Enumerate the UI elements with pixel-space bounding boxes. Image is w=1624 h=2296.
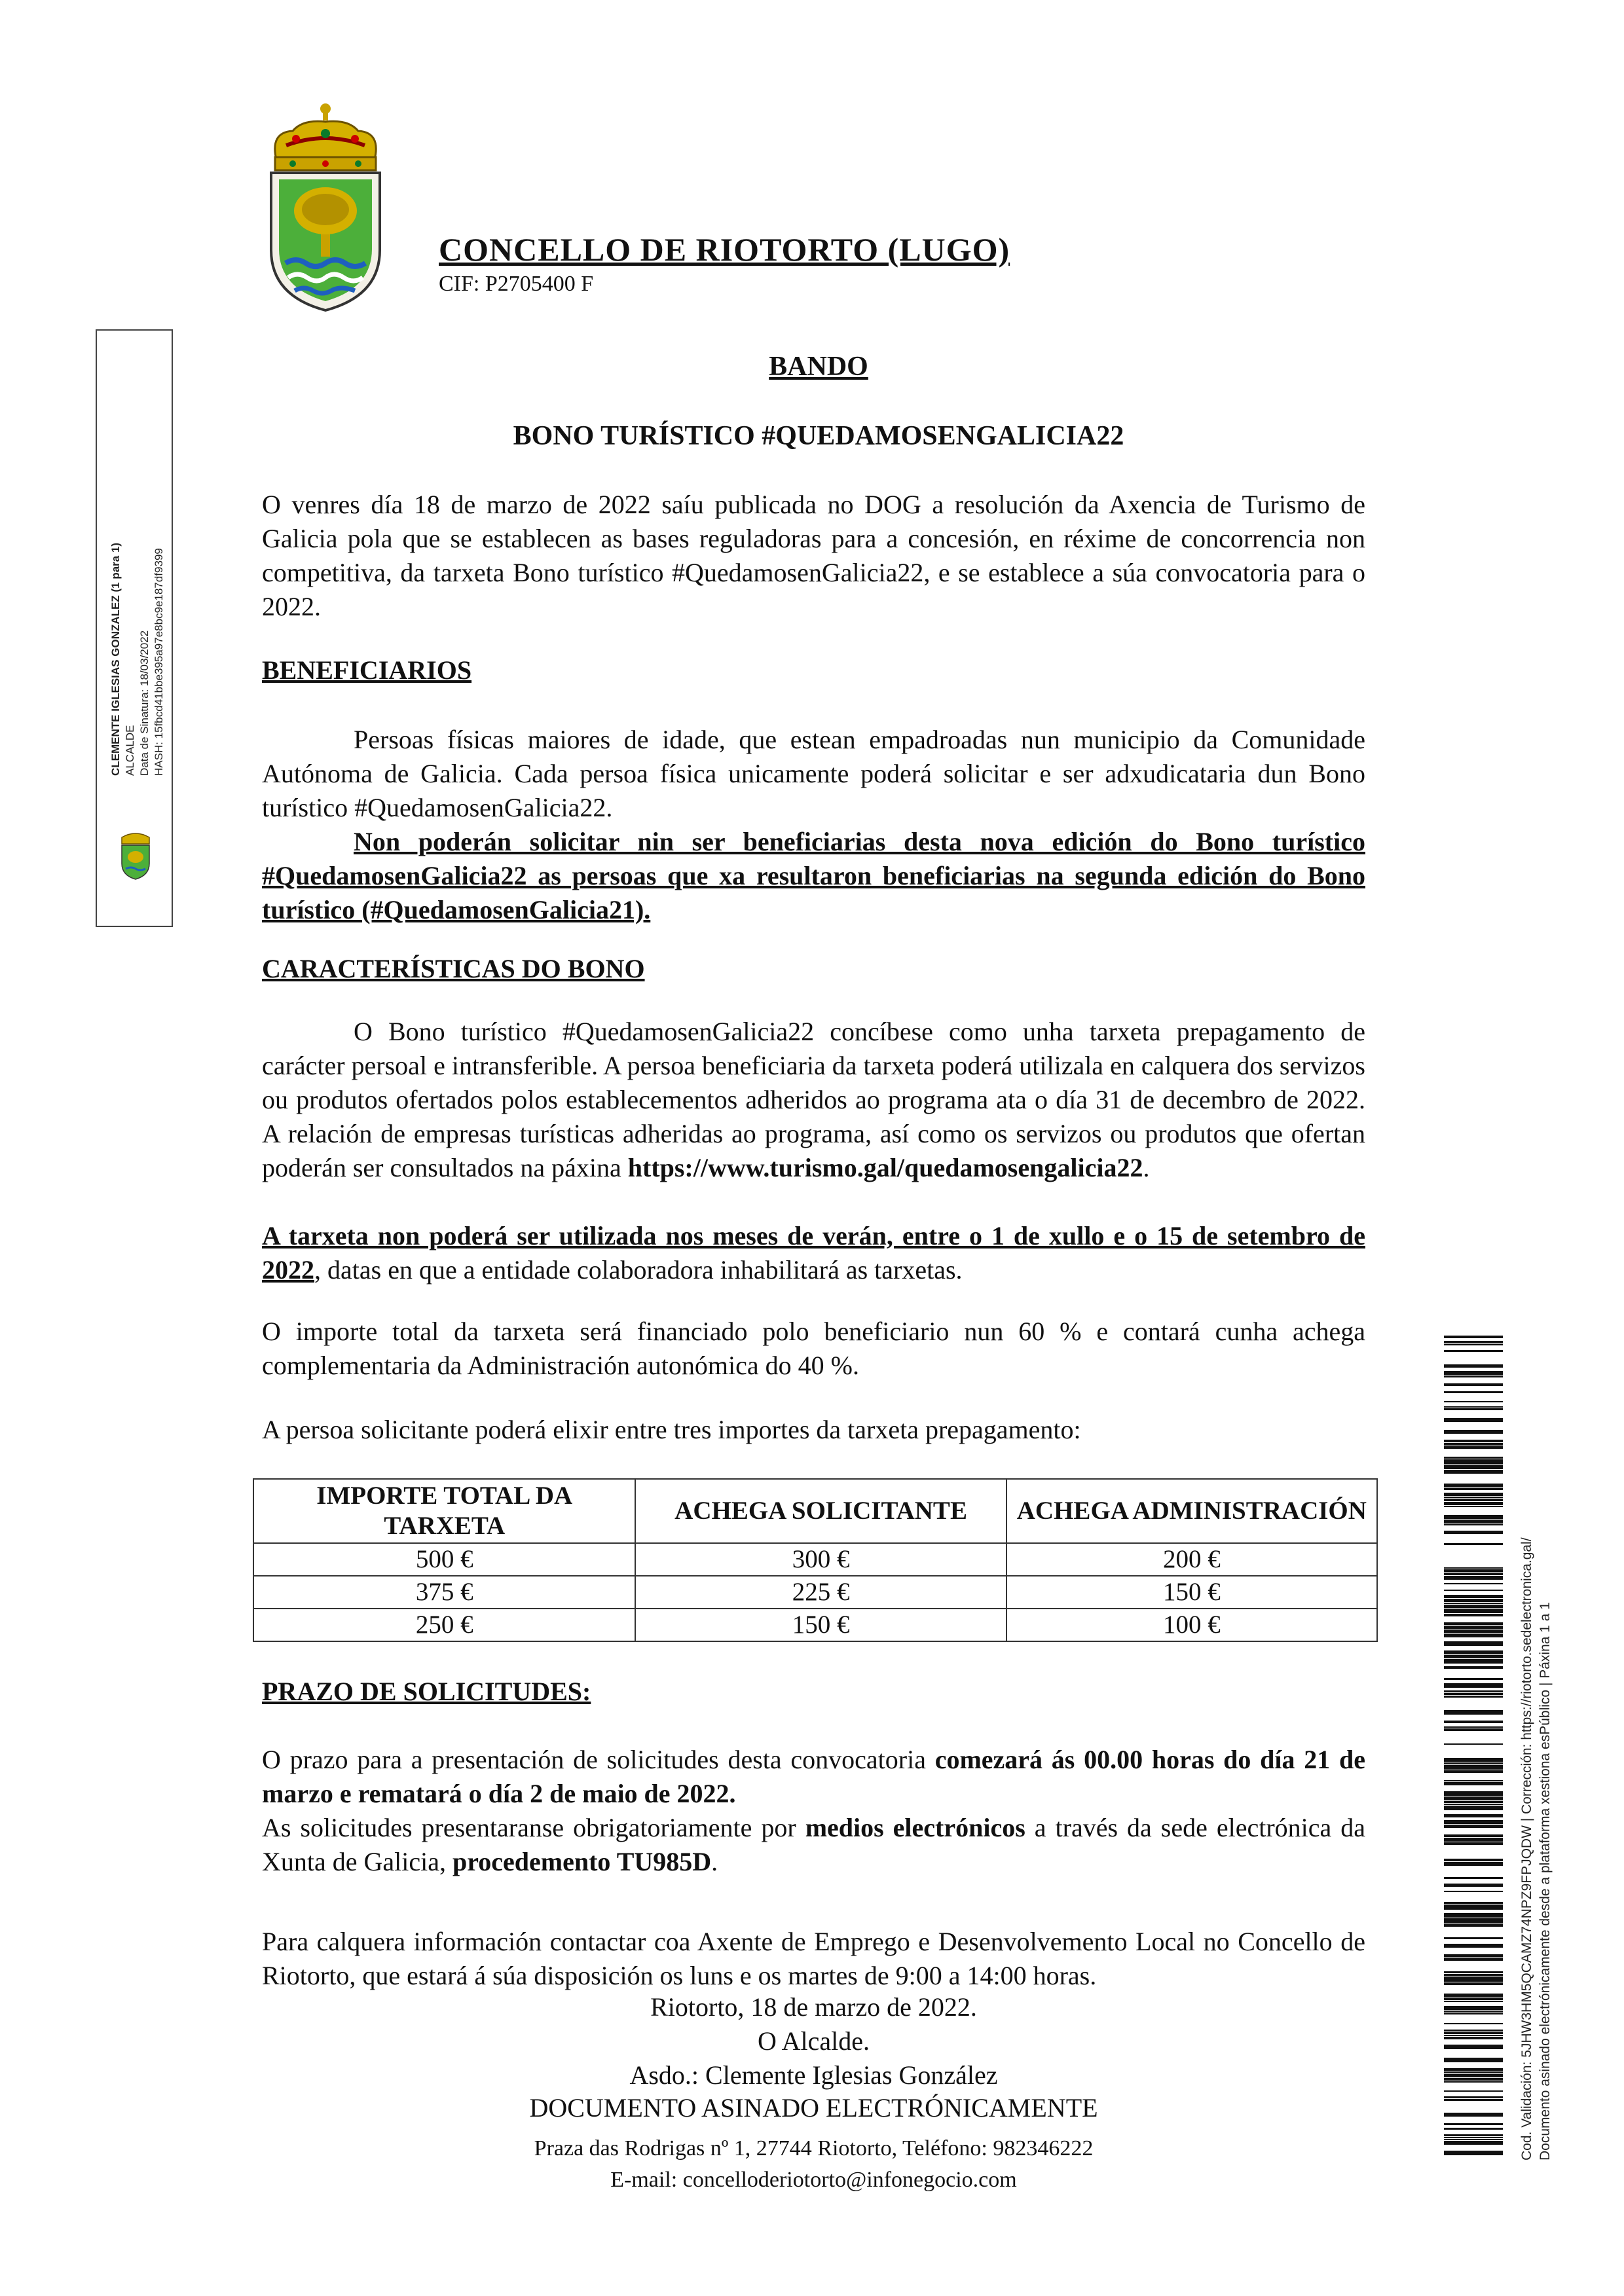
barcode-bar bbox=[1444, 1923, 1503, 1927]
validation-code: Cod. Validación: 5JHW3HM5QCAMZ74NPZ9FPJQDW | Corrección: https://riotorto.sedelectronica.gal/ bbox=[1519, 1537, 1534, 2160]
stamp-seal-icon bbox=[117, 828, 155, 881]
barcode-bar bbox=[1444, 1520, 1503, 1523]
barcode-bar bbox=[1444, 1683, 1503, 1688]
barcode-bar bbox=[1444, 1891, 1503, 1892]
barcode-bar bbox=[1444, 2013, 1503, 2014]
barcode-bar bbox=[1444, 1605, 1503, 1608]
barcode-bar bbox=[1444, 1622, 1503, 1625]
barcode-bar bbox=[1444, 1710, 1503, 1715]
prazo-text-e: . bbox=[711, 1847, 718, 1876]
caracteristicas-heading: CARACTERÍSTICAS DO BONO bbox=[262, 954, 645, 983]
barcode-bar bbox=[1444, 2134, 1503, 2136]
intro-paragraph: O venres día 18 de marzo de 2022 saíu publicada no DOG a resolución da Axencia de Turismo de Galicia pola que se establecen as bases reguladoras para a concesión, en réxime de concorrencia non competitiva, da tarxeta Bono turístico #QuedamosenGalicia22, e se establece a súa convocatoria para o 2022. bbox=[262, 490, 1365, 621]
barcode-bar bbox=[1444, 2011, 1503, 2013]
barcode-bar bbox=[1444, 2090, 1503, 2092]
barcode-bar bbox=[1444, 2030, 1503, 2031]
barcode-bar bbox=[1444, 1543, 1503, 1545]
barcode-bar bbox=[1444, 1743, 1503, 1745]
barcode-bar bbox=[1444, 1918, 1503, 1923]
barcode-bar bbox=[1444, 1678, 1503, 1680]
table-cell: 300 € bbox=[635, 1543, 1006, 1576]
table-row bbox=[253, 1576, 1377, 1609]
table-header-cell: ACHEGA SOLICITANTE bbox=[635, 1479, 1006, 1543]
beneficiarios-text bbox=[262, 723, 1365, 825]
table-cell: 500 € bbox=[253, 1543, 635, 1576]
table-row bbox=[253, 1609, 1377, 1641]
prazo-procedemento: procedemento TU985D bbox=[452, 1847, 712, 1876]
table-cell: 150 € bbox=[635, 1609, 1006, 1641]
barcode-bar bbox=[1444, 1770, 1503, 1773]
barcode-bar bbox=[1444, 1408, 1503, 1410]
financing-paragraph: O importe total da tarxeta será financiado polo beneficiario nun 60 % e contará cunha achega complementaria da Administración autonómica do 40 %. bbox=[262, 1317, 1365, 1380]
coat-of-arms-logo bbox=[257, 100, 394, 316]
barcode-bar bbox=[1444, 1902, 1503, 1904]
table-header-cell: ACHEGA ADMINISTRACIÓN bbox=[1006, 1479, 1377, 1543]
table-header-cell: IMPORTE TOTAL DA TARXETA bbox=[253, 1479, 635, 1543]
barcode-bar bbox=[1444, 1515, 1503, 1519]
barcode-bar bbox=[1444, 1383, 1503, 1386]
barcode-bar bbox=[1444, 1499, 1503, 1501]
barcode-bar bbox=[1444, 1459, 1503, 1464]
stamp-hash: HASH: 15fbcd41bbe395a97e8bc9e187df9399 bbox=[153, 548, 165, 776]
caracteristicas-warning bbox=[262, 1219, 1365, 1287]
barcode-bar bbox=[1444, 1728, 1503, 1731]
barcode-bar bbox=[1444, 2071, 1503, 2073]
barcode-bar bbox=[1444, 1696, 1503, 1698]
importes-table bbox=[253, 1478, 1378, 1642]
prazo-paragraph-1 bbox=[262, 1743, 1365, 1811]
barcode-bar bbox=[1444, 1690, 1503, 1692]
prazo-text: O prazo para a presentación de solicitudes desta convocatoria bbox=[262, 1745, 935, 1774]
barcode-bar bbox=[1444, 1842, 1503, 1845]
barcode-bar bbox=[1444, 1838, 1503, 1842]
barcode-bar bbox=[1444, 1834, 1503, 1837]
table-cell: 100 € bbox=[1006, 1609, 1377, 1641]
prazo-text-c: a través da sede electrónica da Xunta de Galicia, bbox=[262, 1813, 1365, 1876]
barcode-bar bbox=[1444, 2113, 1503, 2117]
barcode-bar bbox=[1444, 2023, 1503, 2024]
barcode-bar bbox=[1444, 1430, 1503, 1434]
barcode-bar bbox=[1444, 1599, 1503, 1602]
barcode-bar bbox=[1444, 1971, 1503, 1973]
signature-stamp bbox=[96, 329, 173, 927]
caracteristicas-body: O Bono turístico #QuedamosenGalicia22 concíbese como unha tarxeta prepagamento de carácter persoal e intransferible. A persoa beneficiaria da tarxeta poderá utilizala en calquera dos servizos ou produtos ofertados polos establecementos adheridos ao programa ata o día 31 de decembro de 2022. A relación de empresas turísticas adheridas ao programa, así como os servizos ou produtos que ofertan poderán ser consultados na páxina bbox=[262, 1017, 1365, 1182]
barcode-bar bbox=[1444, 1782, 1503, 1785]
barcode-bar bbox=[1444, 1780, 1503, 1781]
barcode-bar bbox=[1444, 1506, 1503, 1507]
validation-barcode bbox=[1444, 1336, 1503, 2157]
closing-place-date: Riotorto, 18 de marzo de 2022. bbox=[650, 1992, 977, 2022]
barcode-bar bbox=[1444, 1418, 1503, 1422]
url-end: . bbox=[1143, 1153, 1150, 1182]
barcode-bar bbox=[1444, 1609, 1503, 1613]
table-cell: 225 € bbox=[635, 1576, 1006, 1609]
stamp-date: Data de Sinatura: 18/03/2022 bbox=[138, 630, 151, 776]
choice-paragraph: A persoa solicitante poderá elixir entre tres importes da tarxeta prepagamento: bbox=[262, 1415, 1081, 1444]
table-header-row bbox=[253, 1479, 1377, 1543]
barcode-bar bbox=[1444, 1626, 1503, 1630]
barcode-bar bbox=[1444, 1859, 1503, 1861]
caracteristicas-text bbox=[262, 1015, 1365, 1185]
barcode-bar bbox=[1444, 1440, 1503, 1442]
prazo-paragraph-2 bbox=[262, 1811, 1365, 1879]
barcode-bar bbox=[1444, 1371, 1503, 1376]
barcode-bar bbox=[1444, 2035, 1503, 2036]
table-cell: 200 € bbox=[1006, 1543, 1377, 1576]
barcode-bar bbox=[1444, 1493, 1503, 1496]
barcode-bar bbox=[1444, 1726, 1503, 1728]
barcode-bar bbox=[1444, 1341, 1503, 1343]
turismo-url-link[interactable]: https://www.turismo.gal/quedamosengalicia22 bbox=[627, 1153, 1143, 1182]
barcode-bar bbox=[1444, 1954, 1503, 1957]
barcode-bar bbox=[1444, 1391, 1503, 1393]
barcode-bar bbox=[1444, 1974, 1503, 1977]
signature-stamp-text bbox=[109, 187, 166, 776]
footer-email: E-mail: concelloderiotorto@infonegocio.com bbox=[610, 2168, 1017, 2192]
beneficiarios-heading: BENEFICIARIOS bbox=[262, 655, 472, 685]
barcode-bar bbox=[1444, 1630, 1503, 1633]
validation-text bbox=[1518, 1309, 1555, 2160]
barcode-bar bbox=[1444, 1982, 1503, 1985]
barcode-bar bbox=[1444, 2032, 1503, 2034]
barcode-bar bbox=[1444, 2096, 1503, 2098]
barcode-bar bbox=[1444, 1573, 1503, 1575]
organization-title: CONCELLO DE RIOTORTO (LUGO) bbox=[439, 231, 1010, 268]
stamp-signer: CLEMENTE IGLESIAS GONZALEZ (1 para 1) bbox=[109, 542, 122, 776]
barcode-bar bbox=[1444, 1659, 1503, 1664]
barcode-bar bbox=[1444, 1796, 1503, 1800]
barcode-bar bbox=[1444, 2058, 1503, 2062]
barcode-bar bbox=[1444, 1406, 1503, 1408]
stamp-role: ALCALDE bbox=[124, 725, 136, 776]
barcode-bar bbox=[1444, 1336, 1503, 1338]
barcode-bar bbox=[1444, 1765, 1503, 1770]
contact-paragraph: Para calquera información contactar coa Axente de Emprego e Desenvolvemento Local no Concello de Riotorto, que estará á súa disposición os luns e os martes de 9:00 a 14:00 horas. bbox=[262, 1927, 1365, 1990]
organization-cif: CIF: P2705400 F bbox=[439, 272, 594, 296]
closing-role: O Alcalde. bbox=[757, 2026, 870, 2056]
bono-title: BONO TURÍSTICO #QUEDAMOSENGALICIA22 bbox=[513, 421, 1124, 451]
prazo-text-a: As solicitudes presentaranse obrigatoriamente por bbox=[262, 1813, 805, 1842]
barcode-bar bbox=[1444, 1905, 1503, 1910]
barcode-bar bbox=[1444, 1488, 1503, 1490]
barcode-bar bbox=[1444, 1401, 1503, 1402]
barcode-bar bbox=[1444, 2045, 1503, 2049]
barcode-bar bbox=[1444, 1862, 1503, 1866]
footer-address: Praza das Rodrigas nº 1, 27744 Riotorto, Teléfono: 982346222 bbox=[534, 2136, 1094, 2160]
bando-title: BANDO bbox=[769, 352, 868, 382]
barcode-bar bbox=[1444, 1801, 1503, 1803]
barcode-bar bbox=[1444, 1693, 1503, 1695]
barcode-bar bbox=[1444, 2137, 1503, 2138]
barcode-bar bbox=[1444, 1443, 1503, 1446]
barcode-bar bbox=[1444, 1804, 1503, 1805]
barcode-bar bbox=[1444, 1603, 1503, 1604]
barcode-bar bbox=[1444, 1758, 1503, 1762]
barcode-bar bbox=[1444, 1614, 1503, 1616]
barcode-bar bbox=[1444, 1877, 1503, 1879]
barcode-bar bbox=[1444, 1523, 1503, 1525]
barcode-bar bbox=[1444, 1446, 1503, 1449]
barcode-bar bbox=[1444, 1457, 1503, 1459]
barcode-bar bbox=[1444, 2128, 1503, 2130]
barcode-bar bbox=[1444, 2081, 1503, 2083]
barcode-bar bbox=[1444, 2078, 1503, 2081]
barcode-bar bbox=[1444, 1814, 1503, 1817]
table-cell: 150 € bbox=[1006, 1576, 1377, 1609]
barcode-bar bbox=[1444, 1655, 1503, 1658]
barcode-bar bbox=[1444, 1937, 1503, 1939]
barcode-bar bbox=[1444, 1470, 1503, 1474]
table-cell: 250 € bbox=[253, 1609, 635, 1641]
barcode-bar bbox=[1444, 1595, 1503, 1598]
barcode-bar bbox=[1444, 1884, 1503, 1887]
barcode-bar bbox=[1444, 1576, 1503, 1580]
prazo-dates: comezará ás 00.00 horas do día 21 de marzo e rematará o día 2 de maio de 2022. bbox=[262, 1745, 1365, 1808]
beneficiarios-body: Persoas físicas maiores de idade, que estean empadroadas nun municipio da Comunidade Autónoma de Galicia. Cada persoa física unicamente poderá solicitar e ser adxudicataria dun Bono turístico #QuedamosenGalicia22. bbox=[262, 725, 1365, 822]
barcode-bar bbox=[1444, 1666, 1503, 1669]
barcode-bar bbox=[1444, 1364, 1503, 1368]
summer-warning: A tarxeta non poderá ser utilizada nos meses de verán, entre o 1 de xullo e o 15 de setembro de 2022 bbox=[262, 1221, 1365, 1285]
barcode-bar bbox=[1444, 1806, 1503, 1810]
barcode-bar bbox=[1444, 2123, 1503, 2125]
barcode-bar bbox=[1444, 2141, 1503, 2145]
barcode-bar bbox=[1444, 1376, 1503, 1377]
barcode-bar bbox=[1444, 1497, 1503, 1498]
barcode-bar bbox=[1444, 1994, 1503, 1997]
barcode-bar bbox=[1444, 1634, 1503, 1637]
barcode-bar bbox=[1444, 1344, 1503, 1345]
prazo-medios: medios electrónicos bbox=[805, 1813, 1025, 1842]
barcode-bar bbox=[1444, 1825, 1503, 1828]
barcode-bar bbox=[1444, 1997, 1503, 2000]
barcode-bar bbox=[1444, 1502, 1503, 1505]
barcode-bar bbox=[1444, 1791, 1503, 1796]
barcode-bar bbox=[1444, 2139, 1503, 2140]
barcode-bar bbox=[1444, 1958, 1503, 1961]
closing-electronic: DOCUMENTO ASINADO ELECTRÓNICAMENTE bbox=[529, 2093, 1098, 2123]
barcode-bar bbox=[1444, 1569, 1503, 1572]
barcode-bar bbox=[1444, 1977, 1503, 1982]
barcode-bar bbox=[1444, 1350, 1503, 1352]
barcode-bar bbox=[1444, 2099, 1503, 2101]
barcode-bar bbox=[1444, 1721, 1503, 1723]
barcode-bar bbox=[1444, 2006, 1503, 2010]
beneficiarios-notice: Non poderán solicitar nin ser beneficiarias desta nova edición do Bono turístico #QuedamosenGalicia22 as persoas que xa resultaron beneficiarias na segunda edición do Bono turístico (#QuedamosenGalicia21). bbox=[262, 827, 1365, 924]
barcode-bar bbox=[1444, 1465, 1503, 1469]
prazo-heading: PRAZO DE SOLICITUDES: bbox=[262, 1677, 591, 1706]
barcode-bar bbox=[1444, 1820, 1503, 1824]
barcode-bar bbox=[1444, 1590, 1503, 1591]
barcode-bar bbox=[1444, 1641, 1503, 1646]
barcode-bar bbox=[1444, 1944, 1503, 1948]
barcode-bar bbox=[1444, 1913, 1503, 1918]
barcode-bar bbox=[1444, 1484, 1503, 1487]
barcode-bar bbox=[1444, 2001, 1503, 2002]
table-row bbox=[253, 1543, 1377, 1576]
closing-signed: Asdo.: Clemente Iglesias González bbox=[629, 2060, 998, 2090]
barcode-bar bbox=[1444, 2151, 1503, 2155]
table-cell: 375 € bbox=[253, 1576, 635, 1609]
barcode-bar bbox=[1444, 2068, 1503, 2071]
barcode-bar bbox=[1444, 1583, 1503, 1584]
summer-warning-end: , datas en que a entidade colaboradora inhabilitará as tarxetas. bbox=[314, 1255, 963, 1285]
barcode-bar bbox=[1444, 1762, 1503, 1764]
barcode-bar bbox=[1444, 1567, 1503, 1569]
barcode-bar bbox=[1444, 2037, 1503, 2039]
barcode-bar bbox=[1444, 1531, 1503, 1534]
validation-platform: Documento asinado electrónicamente desde a plataforma xestiona esPúblico | Páxina 1 a 1 bbox=[1538, 1602, 1553, 2160]
barcode-bar bbox=[1444, 1650, 1503, 1654]
barcode-bar bbox=[1444, 2074, 1503, 2077]
